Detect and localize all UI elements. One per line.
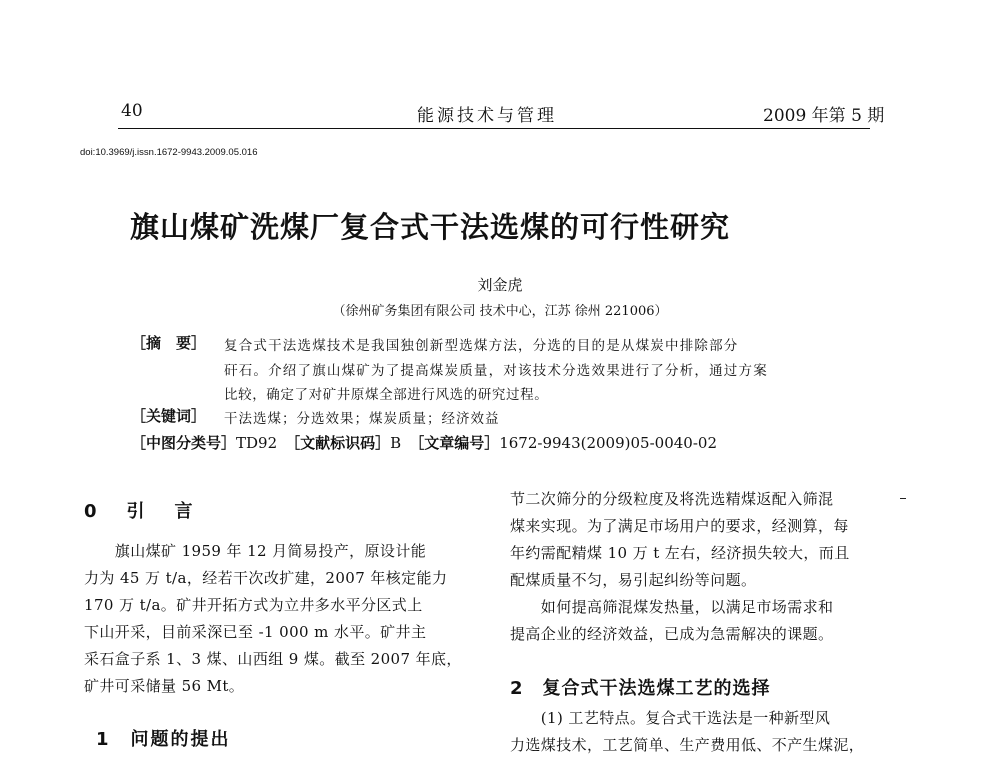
header-rule xyxy=(118,128,870,129)
abstract-line: 复合式干法选煤技术是我国独创新型选煤方法，分选的目的是从煤炭中排除部分 xyxy=(224,338,739,354)
section-heading-process-selection: 2 复合式干法选煤工艺的选择 xyxy=(510,678,771,699)
text-line: 节二次筛分的分级粒度及将洗选精煤返配入筛混 xyxy=(510,490,834,508)
abstract-label: ［摘 要］ xyxy=(131,334,207,352)
affiliation: （徐州矿务集团有限公司 技术中心，江苏 徐州 221006） xyxy=(332,304,668,319)
clc-value: TD92 xyxy=(236,434,278,452)
text-line: 提高企业的经济效益，已成为急需解决的课题。 xyxy=(510,625,834,643)
page-number: 40 xyxy=(121,101,143,121)
text-line: 矿井可采储量 56 Mt。 xyxy=(84,677,245,695)
section-heading-problem: 1 问题的提出 xyxy=(96,729,231,750)
clc-label: ［中图分类号］ xyxy=(131,434,237,452)
text-line: (1) 工艺特点。复合式干选法是一种新型风 xyxy=(510,709,831,727)
classification-line xyxy=(131,432,717,453)
author: 刘金虎 xyxy=(477,276,523,294)
text-line: 力选煤技术，工艺简单、生产费用低、不产生煤泥， xyxy=(510,736,865,754)
text-line: 采石盒子系 1、3 煤、山西组 9 煤。截至 2007 年底， xyxy=(84,650,462,668)
text-line: 下山开采，目前采深已至 -1 000 m 水平。矿井主 xyxy=(84,623,427,641)
abstract-line: 比较，确定了对矿井原煤全部进行风选的研究过程。 xyxy=(224,387,549,403)
article-number-value: 1672-9943(2009)05-0040-02 xyxy=(499,434,717,452)
doc-code-label: ［文献标识码］ xyxy=(285,434,391,452)
keywords: 干法选煤；分选效果；煤炭质量；经济效益 xyxy=(224,411,500,427)
text-line: 配煤质量不匀，易引起纠纷等问题。 xyxy=(510,571,757,589)
introduction-text xyxy=(84,538,484,700)
issue-label: 2009 年第 5 期 xyxy=(763,106,885,126)
section2-text xyxy=(510,705,890,759)
abstract-line: 矸石。介绍了旗山煤矿为了提高煤炭质量，对该技术分选效果进行了分析，通过方案 xyxy=(224,363,768,379)
doi: doi:10.3969/j.issn.1672-9943.2009.05.016 xyxy=(80,147,258,158)
section-heading-introduction: 0 引 言 xyxy=(84,501,199,522)
margin-mark xyxy=(900,498,906,499)
text-line: 年约需配精煤 10 万 t 左右，经济损失较大，而且 xyxy=(510,544,850,562)
article-title: 旗山煤矿洗煤厂复合式干法选煤的可行性研究 xyxy=(130,210,731,244)
keywords-label: ［关键词］ xyxy=(131,407,207,425)
text-line: 170 万 t/a。矿井开拓方式为立井多水平分区式上 xyxy=(84,596,423,614)
text-line: 力为 45 万 t/a，经若干次改扩建，2007 年核定能力 xyxy=(84,569,448,587)
right-column-text xyxy=(510,486,890,648)
doc-code-value: B xyxy=(390,434,402,452)
journal-name: 能源技术与管理 xyxy=(417,106,557,126)
article-number-label: ［文章编号］ xyxy=(409,434,500,452)
text-line: 旗山煤矿 1959 年 12 月简易投产，原设计能 xyxy=(84,542,427,560)
text-line: 如何提高筛混煤发热量，以满足市场需求和 xyxy=(510,598,834,616)
text-line: 煤来实现。为了满足市场用户的要求，经测算，每 xyxy=(510,517,849,535)
